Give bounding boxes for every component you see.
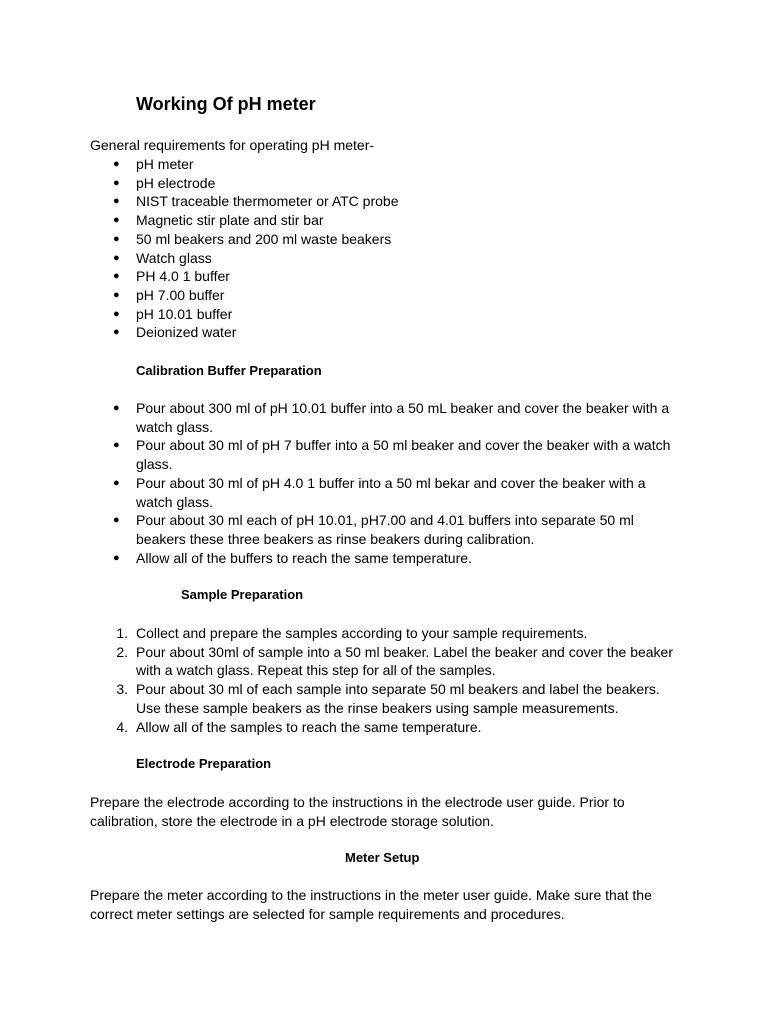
page-title: Working Of pH meter bbox=[136, 94, 316, 114]
list-item-text: pH 10.01 buffer bbox=[136, 305, 233, 322]
bullet-icon: ● bbox=[113, 232, 120, 245]
requirements-list bbox=[113, 155, 696, 342]
list-item-text: PH 4.0 1 buffer bbox=[136, 268, 230, 285]
list-item-text: Allow all of the samples to reach the same temperature. bbox=[136, 718, 482, 735]
list-item bbox=[113, 511, 681, 548]
step-number: 3. bbox=[116, 681, 128, 698]
list-item-text: Pour about 30ml of sample into a 50 ml beaker. Label the beaker and cover the beaker with a watch glass. Repeat this step for all of the samples. bbox=[136, 643, 674, 679]
list-item-text: Collect and prepare the samples according to your sample requirements. bbox=[136, 625, 588, 641]
list-item-text: Allow all of the buffers to reach the same temperature. bbox=[136, 549, 472, 566]
list-item bbox=[113, 230, 696, 249]
bullet-icon: ● bbox=[113, 551, 120, 564]
bullet-icon: ● bbox=[113, 251, 120, 264]
list-item bbox=[113, 211, 696, 230]
list-item-text: Pour about 30 ml of each sample into separate 50 ml beakers and label the beakers. Use these sample beakers as the rinse beakers using sample measurements. bbox=[136, 681, 660, 716]
list-item bbox=[113, 399, 681, 436]
meter-paragraph: Prepare the meter according to the instructions in the meter user guide. Make sure that the correct meter settings are selected for sample requirements and procedures. bbox=[90, 887, 652, 922]
list-item bbox=[113, 286, 696, 305]
list-item-text: Pour about 30 ml of pH 4.0 1 buffer into a 50 ml bekar and cover the beaker with a watch glass. bbox=[136, 474, 646, 510]
list-item bbox=[113, 323, 696, 342]
list-item-text: NIST traceable thermometer or ATC probe bbox=[136, 193, 399, 210]
list-item-text: 50 ml beakers and 200 ml waste beakers bbox=[136, 230, 392, 247]
bullet-icon: ● bbox=[113, 326, 120, 339]
list-item bbox=[116, 680, 681, 717]
electrode-paragraph: Prepare the electrode according to the instructions in the electrode user guide. Prior to calibration, store the electrode in a pH electrode storage solution. bbox=[90, 794, 625, 829]
list-item-text: pH electrode bbox=[136, 174, 216, 191]
bullet-icon: ● bbox=[113, 514, 120, 527]
list-item bbox=[113, 474, 681, 511]
electrode-heading: Electrode Preparation bbox=[136, 756, 272, 771]
list-item-text: pH 7.00 buffer bbox=[136, 286, 225, 303]
bullet-icon: ● bbox=[113, 158, 120, 170]
bullet-icon: ● bbox=[113, 476, 120, 489]
list-item bbox=[113, 192, 696, 211]
step-number: 2. bbox=[116, 643, 128, 660]
list-item-text: Pour about 30 ml each of pH 10.01, pH7.00 and 4.01 buffers into separate 50 ml beakers these three beakers as rinse beakers during calibration. bbox=[136, 512, 634, 547]
bullet-icon: ● bbox=[113, 214, 120, 227]
bullet-icon: ● bbox=[113, 195, 120, 208]
sample-steps-list bbox=[116, 624, 681, 736]
list-item-text: Magnetic stir plate and stir bar bbox=[136, 212, 324, 229]
list-item bbox=[113, 155, 696, 174]
list-item bbox=[113, 436, 681, 473]
list-item-text: Deionized water bbox=[136, 324, 237, 341]
list-item bbox=[113, 174, 696, 193]
calibration-heading: Calibration Buffer Preparation bbox=[136, 363, 322, 378]
meter-heading: Meter Setup bbox=[345, 850, 420, 865]
sample-heading: Sample Preparation bbox=[181, 587, 304, 602]
list-item-text: Watch glass bbox=[136, 249, 212, 266]
bullet-icon: ● bbox=[113, 439, 120, 452]
bullet-icon: ● bbox=[113, 288, 120, 301]
list-item bbox=[113, 249, 696, 268]
list-item bbox=[116, 643, 681, 680]
list-item bbox=[116, 718, 681, 737]
list-item-text: Pour about 30 ml of pH 7 buffer into a 50 ml beaker and cover the beaker with a watch glass. bbox=[136, 437, 671, 473]
bullet-icon: ● bbox=[113, 402, 120, 414]
bullet-icon: ● bbox=[113, 307, 120, 320]
list-item-text: Pour about 300 ml of pH 10.01 buffer into a 50 mL beaker and cover the beaker with a watch glass. bbox=[136, 400, 670, 435]
list-item bbox=[113, 549, 681, 568]
step-number: 4. bbox=[116, 718, 128, 735]
step-number: 1. bbox=[116, 625, 128, 641]
bullet-icon: ● bbox=[113, 176, 120, 189]
list-item bbox=[116, 624, 681, 643]
list-item-text: pH meter bbox=[136, 156, 194, 172]
bullet-icon: ● bbox=[113, 270, 120, 283]
intro-text: General requirements for operating pH meter- bbox=[90, 137, 375, 153]
list-item bbox=[113, 267, 696, 286]
calibration-list bbox=[113, 399, 681, 567]
list-item bbox=[113, 305, 696, 324]
